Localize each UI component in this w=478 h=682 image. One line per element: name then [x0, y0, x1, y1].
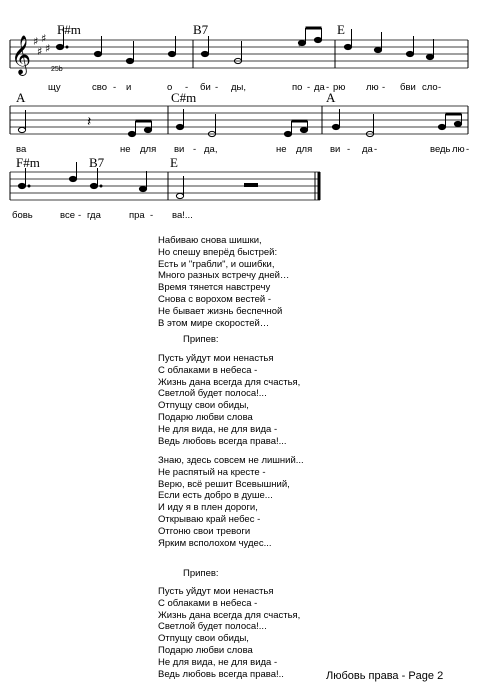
page-footer: Любовь права - Page 2 — [326, 670, 444, 682]
lyric-syllable: не — [120, 144, 131, 155]
svg-text:♯: ♯ — [33, 35, 39, 48]
lyric-syllable: гда — [87, 210, 101, 221]
music-staff — [0, 0, 478, 230]
chorus-line: С облаками в небеса - — [158, 364, 258, 376]
measure-number: 25b — [51, 66, 63, 73]
lyric-syllable: лю — [366, 82, 379, 93]
lyric-syllable: - — [326, 82, 330, 93]
svg-text:♯: ♯ — [298, 40, 303, 50]
lyric-syllable: не — [276, 144, 287, 155]
lyric-syllable: щу — [48, 82, 61, 93]
lyric-syllable: все — [60, 210, 75, 221]
chorus-line: Отпущу свои обиды, — [158, 400, 249, 412]
lyric-syllable: - — [113, 82, 117, 93]
lyric-syllable: би — [200, 82, 211, 93]
svg-text:𝄞: 𝄞 — [11, 35, 32, 75]
lyric-syllable: для — [296, 144, 313, 155]
lyric-syllable: бовь — [12, 210, 33, 221]
chord-s3-2: B7 — [89, 155, 105, 170]
svg-text:𝄽: 𝄽 — [87, 114, 92, 130]
chorus-line: Светлой будет полоса!... — [158, 621, 267, 633]
lyric-syllable: и — [126, 82, 132, 93]
lyric-syllable: для — [140, 144, 157, 155]
lyric-syllable: - — [193, 144, 197, 155]
lyric-syllable: пра — [129, 210, 145, 221]
chorus-line: Пусть уйдут мои ненастья — [158, 353, 274, 364]
chorus-line: Светлой будет полоса!... — [158, 388, 267, 400]
lyric-syllable: рю — [333, 82, 346, 93]
lyric-syllable: - — [382, 82, 386, 93]
lyric-syllable: по — [292, 82, 303, 93]
verse-line: Верю, всё решит Всевышний, — [158, 478, 290, 490]
verse-line: В этом мире скоростей… — [158, 317, 270, 329]
lyric-syllable: о — [167, 82, 173, 93]
lyric-syllable: - — [438, 82, 442, 93]
verse-line: Если есть добро в душе... — [158, 490, 273, 502]
lyric-syllable: сво — [92, 82, 107, 93]
lyric-syllable: сло — [422, 82, 438, 93]
lyric-syllable: - — [374, 144, 378, 155]
lyric-syllable: ва — [16, 144, 27, 155]
verse-line: Но спешу вперёд быстрей: — [158, 246, 278, 258]
verse-line: Есть и "грабли", и ошибки, — [158, 258, 275, 270]
verse-line: Много разных встречу дней… — [158, 270, 290, 282]
verse-line: И иду я в плен дороги, — [158, 502, 258, 514]
chorus-1 — [158, 353, 300, 447]
chord-s2-2: C#m — [171, 90, 197, 105]
chord-s2-1: A — [16, 90, 26, 105]
lyric-syllable: да — [362, 144, 373, 155]
chord-s3-1: F#m — [16, 155, 40, 170]
chord-s1-1: F#m — [57, 22, 81, 37]
chorus-line: С облаками в небеса - — [158, 597, 258, 609]
lyric-syllable: ды, — [231, 82, 247, 93]
chorus-line: Жизнь дана всегда для счастья, — [158, 609, 301, 621]
verse-line: Не распятый на кресте - — [158, 466, 266, 478]
lyric-syllable: - — [215, 82, 219, 93]
lyric-syllable: - — [347, 144, 351, 155]
lyric-syllable: лю — [452, 144, 465, 155]
lyric-syllable: - — [466, 144, 470, 155]
chorus-label: Припев: — [183, 334, 219, 345]
verse-line: Набиваю снова шишки, — [158, 235, 262, 246]
lyric-syllable: ведь — [430, 144, 451, 155]
lyric-syllable: ва!... — [172, 210, 193, 221]
svg-text:♯: ♯ — [45, 42, 51, 55]
lyric-syllable: - — [185, 82, 189, 93]
verse-2 — [158, 455, 304, 549]
chord-s2-3: A — [326, 90, 336, 105]
verse-line: Знаю, здесь совсем не лишний... — [158, 455, 304, 466]
verse-line: Открываю край небес - — [158, 513, 261, 525]
verse-line: Ярким всполохом чудес... — [158, 537, 272, 549]
chorus-label: Припев: — [183, 568, 219, 579]
chorus-line: Жизнь дана всегда для счастья, — [158, 376, 301, 388]
chorus-line: Подарю любви слова — [158, 644, 253, 656]
lyric-syllable: - — [78, 210, 82, 221]
chorus-line: Отпущу свои обиды, — [158, 633, 249, 645]
lyric-syllable: - — [150, 210, 154, 221]
lyric-syllable: бви — [400, 82, 416, 93]
chorus-line: Ведь любовь всегда права!... — [158, 435, 287, 447]
lyric-syllable: ви — [174, 144, 185, 155]
lyric-syllable: да, — [204, 144, 218, 155]
verse-line: Не бывает жизнь беспечной — [158, 305, 283, 317]
lyric-syllable: ви — [330, 144, 341, 155]
verse-line: Время тянется навстречу — [158, 282, 271, 294]
lyric-syllable: - — [307, 82, 311, 93]
lyric-syllable: да — [314, 82, 325, 93]
chorus-line: Ведь любовь всегда права!.. — [158, 668, 284, 680]
chorus-line: Не для вида, не для вида - — [158, 656, 278, 668]
chorus-line: Подарю любви слова — [158, 411, 253, 423]
svg-text:♯: ♯ — [37, 45, 43, 58]
svg-text:♯: ♯ — [41, 32, 47, 45]
chorus-line: Пусть уйдут мои ненастья — [158, 586, 274, 597]
verse-line: Снова с ворохом вестей - — [158, 293, 272, 305]
chord-s3-3: E — [170, 155, 178, 170]
chorus-line: Не для вида, не для вида - — [158, 423, 278, 435]
chord-s1-2: B7 — [193, 22, 209, 37]
chord-s1-3: E — [337, 22, 345, 37]
verse-1 — [158, 235, 289, 329]
chorus-2 — [158, 586, 300, 680]
verse-line: Отгоню свои тревоги — [158, 525, 251, 537]
